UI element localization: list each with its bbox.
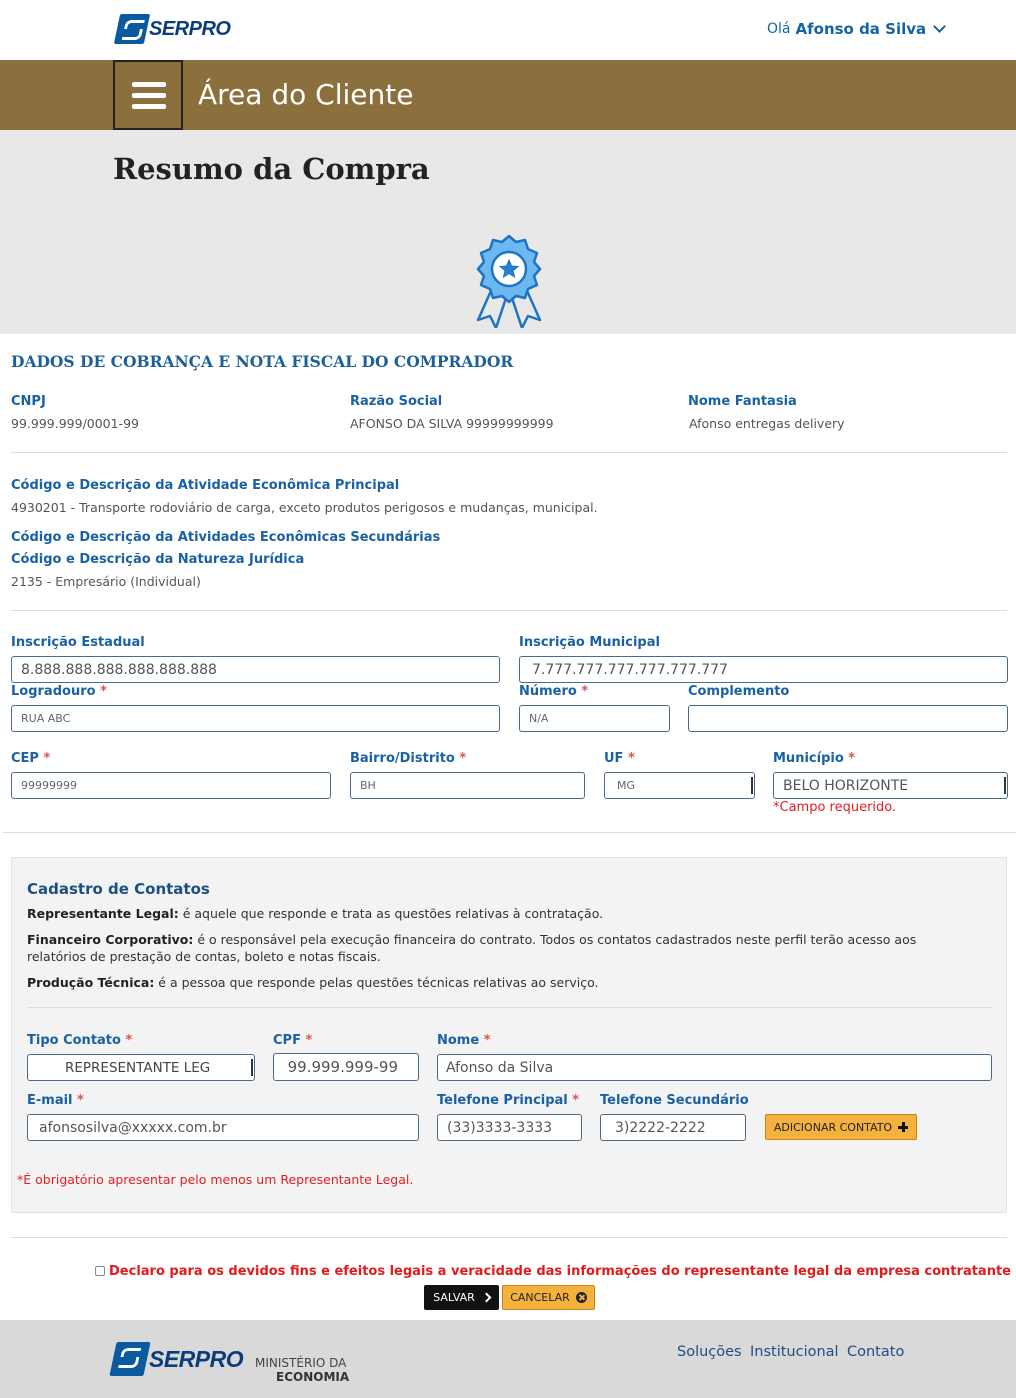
numero-label: Número * <box>519 684 589 699</box>
top-bar <box>0 0 1016 60</box>
inscricao-estadual-input[interactable]: 8.888.888.888.888.888.888 <box>11 656 500 683</box>
telefone-secundario-label: Telefone Secundário <box>600 1093 749 1108</box>
nome-input[interactable]: Afonso da Silva <box>437 1054 992 1081</box>
divider <box>11 452 1007 453</box>
cancel-button[interactable]: CANCELAR <box>502 1285 595 1310</box>
nome-fantasia-value: Afonso entregas delivery <box>689 416 845 431</box>
user-name: Afonso da Silva <box>795 20 927 38</box>
complemento-label: Complemento <box>688 684 790 699</box>
natureza-juridica-value: 2135 - Empresário (Individual) <box>11 574 201 589</box>
declaration-checkbox[interactable] <box>95 1266 105 1276</box>
serpro-logo[interactable] <box>117 14 230 44</box>
area-header <box>0 60 1016 130</box>
add-contact-button[interactable]: ADICIONAR CONTATO <box>765 1114 917 1140</box>
greeting-text: Olá <box>767 21 791 37</box>
area-title: Área do Cliente <box>198 78 414 111</box>
logradouro-label: Logradouro * <box>11 684 107 699</box>
razao-social-label: Razão Social <box>350 394 443 409</box>
nome-fantasia-label: Nome Fantasia <box>688 394 797 409</box>
uf-label: UF * <box>604 751 635 766</box>
chevron-right-icon <box>481 1293 491 1303</box>
plus-icon <box>898 1122 908 1132</box>
cpf-input[interactable]: 99.999.999-99 <box>273 1053 419 1081</box>
inscricao-municipal-label: Inscrição Municipal <box>519 635 660 650</box>
billing-section-title: DADOS DE COBRANÇA E NOTA FISCAL DO COMPRADOR <box>11 352 514 371</box>
save-button[interactable]: SALVAR <box>424 1285 499 1310</box>
atividade-principal-label: Código e Descrição da Atividade Econômica Principal <box>11 478 400 493</box>
declaration-text: Declaro para os devidos fins e efeitos legais a veracidade das informações do representante legal da empresa contratante <box>109 1264 1011 1279</box>
chevron-down-icon <box>933 20 946 33</box>
natureza-juridica-label: Código e Descrição da Natureza Jurídica <box>11 552 305 567</box>
footer-link-contato[interactable]: Contato <box>847 1344 905 1360</box>
nome-label: Nome * <box>437 1033 491 1048</box>
page-hero <box>0 130 1016 334</box>
inscricao-municipal-input[interactable]: 7.777.777.777.777.777.777 <box>519 656 1008 683</box>
award-ribbon-icon <box>472 232 546 328</box>
divider <box>27 1007 992 1008</box>
cpf-label: CPF * <box>273 1033 313 1048</box>
footer <box>0 1320 1016 1398</box>
serpro-logo-text: SERPRO <box>149 17 231 40</box>
complemento-input[interactable] <box>688 705 1008 732</box>
contacts-title: Cadastro de Contatos <box>27 880 210 898</box>
rep-legal-description: Representante Legal: é aquele que responde e trata as questões relativas à contratação. <box>27 906 604 921</box>
divider <box>11 610 1007 611</box>
divider <box>3 832 1016 833</box>
tipo-contato-label: Tipo Contato * <box>27 1033 133 1048</box>
bairro-label: Bairro/Distrito * <box>350 751 467 766</box>
ministry-logo: MINISTÉRIO DA ECONOMIA <box>255 1356 350 1384</box>
page-title: Resumo da Compra <box>113 152 430 186</box>
telefone-principal-input[interactable]: (33)3333-3333 <box>437 1114 582 1141</box>
serpro-logo-icon <box>109 1342 150 1376</box>
divider <box>11 1237 1007 1238</box>
footer-link-institucional[interactable]: Institucional <box>750 1344 839 1360</box>
logradouro-input[interactable]: RUA ABC <box>11 705 500 732</box>
serpro-logo-icon <box>114 14 150 44</box>
tipo-contato-select[interactable]: REPRESENTANTE LEG <box>27 1054 255 1081</box>
uf-select[interactable]: MG <box>604 772 755 799</box>
email-input[interactable]: afonsosilva@xxxxx.com.br <box>27 1114 419 1141</box>
close-icon <box>576 1292 587 1303</box>
footer-serpro-logo[interactable]: SERPRO <box>113 1342 243 1376</box>
numero-input[interactable]: N/A <box>519 705 670 732</box>
municipio-select[interactable]: BELO HORIZONTE <box>773 772 1008 799</box>
email-label: E-mail * <box>27 1093 84 1108</box>
user-menu[interactable] <box>767 20 944 38</box>
footer-link-solucoes[interactable]: Soluções <box>677 1344 742 1360</box>
hamburger-icon <box>132 82 166 87</box>
cep-input[interactable]: 99999999 <box>11 772 331 799</box>
cnpj-value: 99.999.999/0001-99 <box>11 416 140 431</box>
razao-social-value: AFONSO DA SILVA 99999999999 <box>350 416 554 431</box>
cep-label: CEP * <box>11 751 51 766</box>
financeiro-description: Financeiro Corporativo: é o responsável pela execução financeira do contrato. Todos os contatos cadastrados neste perfil terão acesso aos relatórios de prestação de contas, boleto e notas fiscais. <box>27 932 917 964</box>
municipio-label: Município * <box>773 751 856 766</box>
telefone-principal-label: Telefone Principal * <box>437 1093 580 1108</box>
cnpj-label: CNPJ <box>11 394 46 409</box>
inscricao-estadual-label: Inscrição Estadual <box>11 635 145 650</box>
rep-legal-error: *É obrigatório apresentar pelo menos um Representante Legal. <box>17 1172 414 1187</box>
atividade-principal-value: 4930201 - Transporte rodoviário de carga, exceto produtos perigosos e mudanças, municipal. <box>11 500 598 515</box>
municipio-error: *Campo requerido. <box>773 800 897 815</box>
atividades-secundarias-label: Código e Descrição da Atividades Econômicas Secundárias <box>11 530 441 545</box>
producao-description: Produção Técnica: é a pessoa que responde pelas questões técnicas relativas ao serviço. <box>27 975 599 990</box>
hamburger-menu-button[interactable] <box>113 60 183 130</box>
telefone-secundario-input[interactable]: 3)2222-2222 <box>600 1114 746 1141</box>
bairro-input[interactable]: BH <box>350 772 585 799</box>
